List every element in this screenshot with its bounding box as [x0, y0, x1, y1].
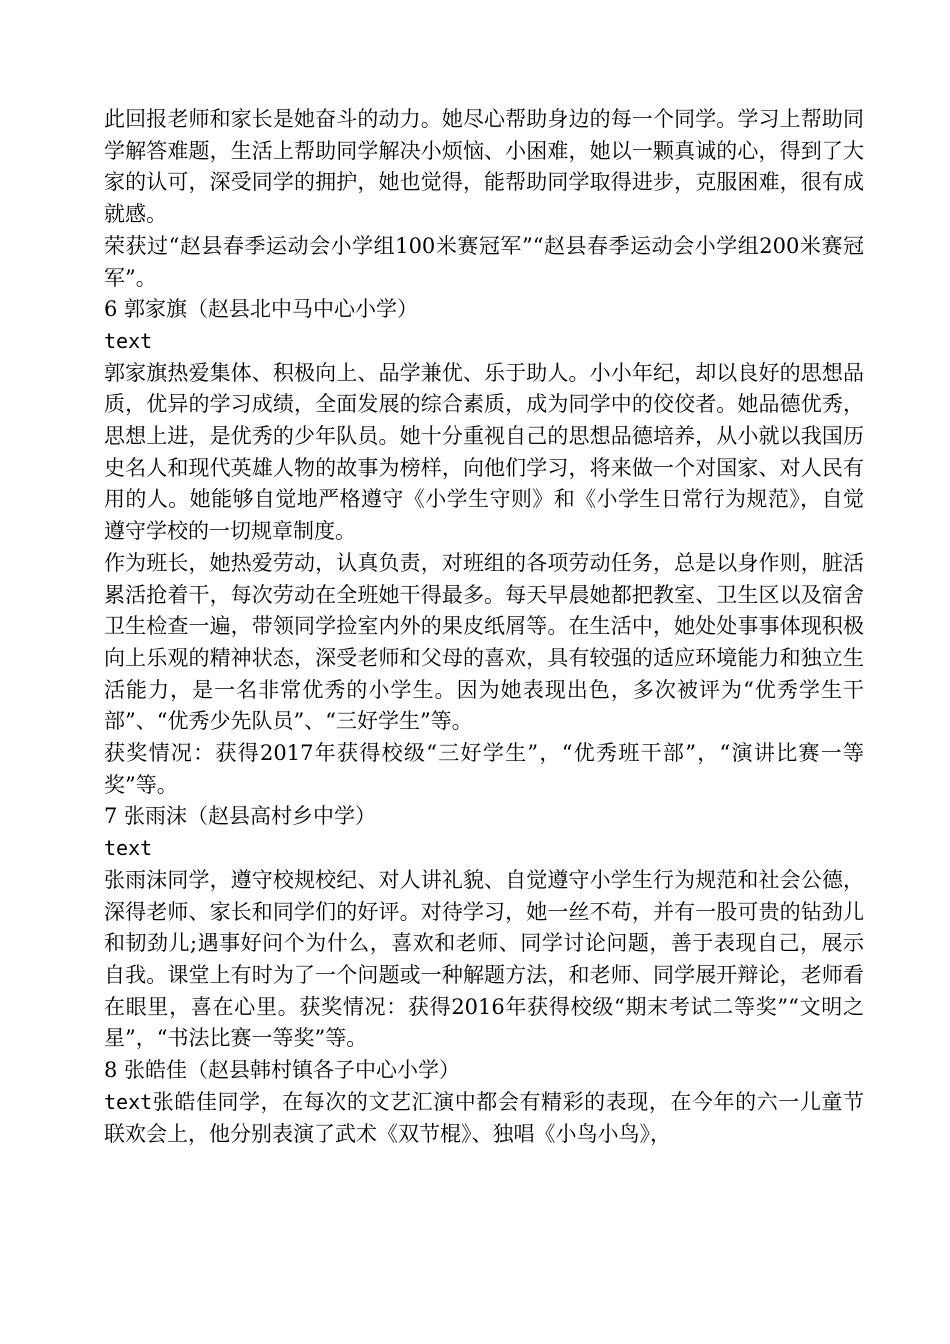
text-marker-6: text: [104, 328, 153, 353]
paragraph-guo-awards: 获奖情况：获得2017年获得校级“三好学生”，“优秀班干部”，“演讲比赛一等奖”等。: [104, 741, 864, 797]
paragraph-award-1: 荣获过“赵县春季运动会小学组100米赛冠军”“赵县春季运动会小学组200米赛冠军”。: [104, 233, 864, 290]
paragraph-zhang-yumo: 张雨沫同学，遵守校规校纪、对人讲礼貌、自觉遵守小学生行为规范和社会公德，深得老师、家长和同学们的好评。对待学习，她一丝不苟，并有一股可贵的钻劲儿和韧劲儿;遇事好问个为什么，喜欢和老师、同学讨论问题，善于表现自己，展示自我。课堂上有时为了一个问题或一种解题方法，和老师、同学展开辩论，老师看在眼里，喜在心里。获奖情况：获得2016年获得校级“期末考试二等奖”“文明之星”，“书法比赛一等奖”等。: [104, 867, 864, 1051]
document-page: [104, 104, 864, 1150]
paragraph-zhang-haojia: [104, 1087, 864, 1150]
paragraph-intro: 此回报老师和家长是她奋斗的动力。她尽心帮助身边的每一个同学。学习上帮助同学解答难题，生活上帮助同学解决小烦恼、小困难，她以一颗真诚的心，得到了大家的认可，深受同学的拥护，她也觉得，能帮助同学取得进步，克服困难，很有成就感。: [104, 107, 864, 227]
student-heading-8: 8 张皓佳（赵县韩村镇各子中心小学）: [104, 1058, 461, 1083]
paragraph-zhang-haojia-text: 张皓佳同学，在每次的文艺汇演中都会有精彩的表现，在今年的六一儿童节联欢会上，他分别表演了武术《双节棍》、独唱《小鸟小鸟》，: [104, 1089, 864, 1146]
paragraph-guo-2: 作为班长，她热爱劳动，认真负责，对班组的各项劳动任务，总是以身作则，脏活累活抢着干，每次劳动在全班她干得最多。每天早晨她都把教室、卫生区以及宿舍卫生检查一遍，带领同学捡室内外的果皮纸屑等。在生活中，她处处事事体现积极向上乐观的精神状态，深受老师和父母的喜欢，具有较强的适应环境能力和独立生活能力，是一名非常优秀的小学生。因为她表现出色，多次被评为“优秀学生干部”、“优秀少先队员”、“三好学生”等。: [104, 550, 864, 734]
text-marker-7: text: [104, 836, 153, 861]
student-heading-7: 7 张雨沫（赵县高村乡中学）: [104, 804, 377, 829]
student-heading-6: 6 郭家旗（赵县北中马中心小学）: [104, 297, 419, 322]
text-marker-8: text: [104, 1089, 153, 1114]
paragraph-guo-1: 郭家旗热爱集体、积极向上、品学兼优、乐于助人。小小年纪，却以良好的思想品质，优异的学习成绩，全面发展的综合素质，成为同学中的佼佼者。她品德优秀，思想上进，是优秀的少年队员。她十分重视自己的思想品德培养，从小就以我国历史名人和现代英雄人物的故事为榜样，向他们学习，将来做一个对国家、对人民有用的人。她能够自觉地严格遵守《小学生守则》和《小学生日常行为规范》，自觉遵守学校的一切规章制度。: [104, 360, 864, 544]
